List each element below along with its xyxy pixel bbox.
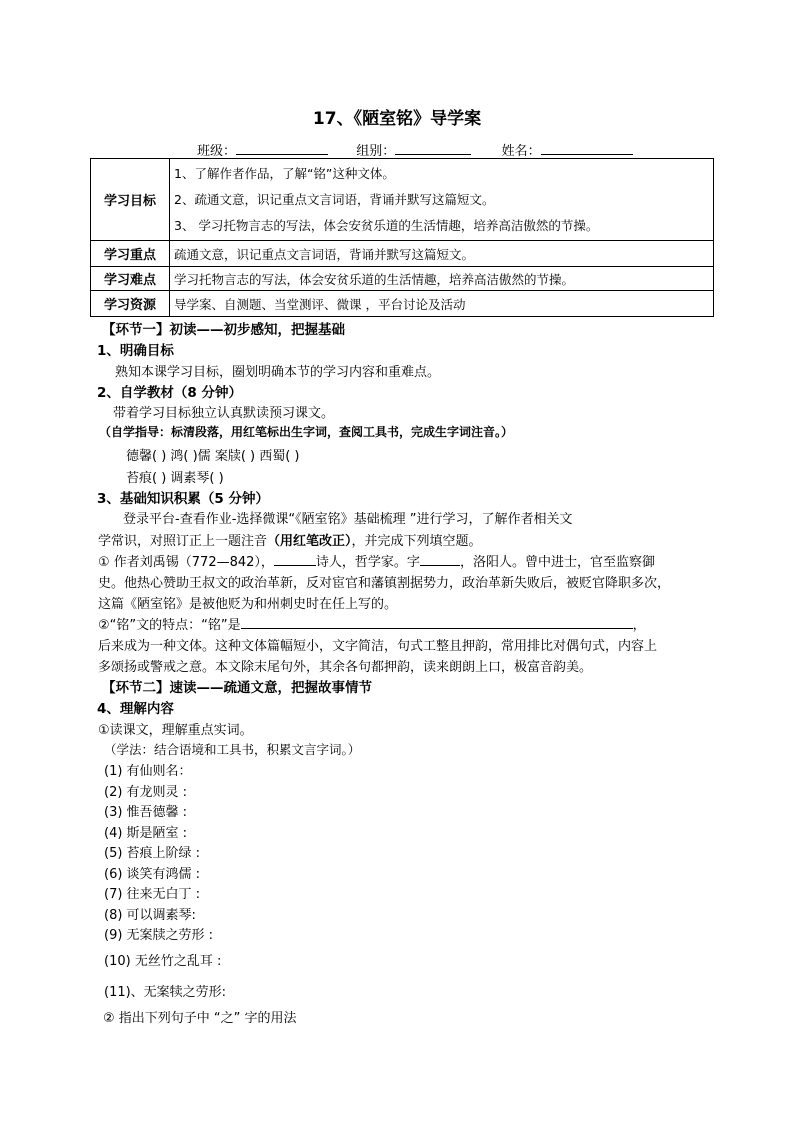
vocab-item: (1) 有仙则名： — [104, 764, 192, 779]
group-field[interactable] — [395, 142, 471, 155]
class-label: 班级： — [197, 144, 237, 159]
step1-text: 熟知本课学习目标，圈划明确本节的学习内容和重难点。 — [115, 365, 441, 380]
difficulty-row — [91, 267, 714, 291]
pinyin-row: 苔痕( ) 调素琴( ) — [126, 471, 224, 486]
vocab-item: (7) 往来无白丁 : — [104, 887, 201, 902]
vocab-item: (5) 苔痕上阶绿 : — [104, 846, 201, 861]
vocab-item: (3) 惟吾德馨 : — [104, 805, 188, 820]
student-info-row — [197, 140, 633, 159]
question-2: ② 指出下列句子中 “之” 字的用法 — [103, 1011, 297, 1026]
resources-cell: 导学案、自测题、当堂测评、微课 ，平台讨论及活动 — [170, 291, 714, 317]
section2-heading: 【环节二】速读——疏通文意，把握故事情节 — [102, 680, 372, 696]
pinyin-row: 德馨( ) 鸿( )儒 案牍( ) 西蜀( ) — [126, 449, 300, 464]
step3-para: 登录平台-查看作业-选择微课“《陋室铭》基础梳理 ”进行学习，了解作者相关文 — [123, 512, 573, 527]
vocab-item: (2) 有龙则灵 : — [104, 785, 188, 800]
author-text: ① 作者刘禹锡（772—842）， — [98, 555, 274, 570]
step3-text: ，并完成下列填空题。 — [351, 534, 482, 549]
self-study-tip: （自学指导：标清段落，用红笔标出生字词，查阅工具书，完成生字词注音。） — [99, 425, 514, 439]
vocab-item: (9) 无案牍之劳形 : — [104, 928, 214, 943]
goal-item: 2、疏通文意，识记重点文言词语，背诵并默写这篇短文。 — [174, 191, 495, 207]
goal-item: 1、了解作者作品，了解“铭”这种文体。 — [174, 165, 395, 181]
vocab-item: (4) 斯是陋室 : — [104, 826, 188, 841]
section1-heading: 【环节一】初读——初步感知，把握基础 — [102, 322, 345, 338]
name-label: 姓名： — [501, 144, 541, 159]
goals-table — [90, 158, 714, 317]
ming-text: 后来成为一种文体。这种文体篇幅短小，文字简洁，句式工整且押韵，常用排比对偶句式，内容上 — [98, 639, 658, 654]
goals-cell — [170, 159, 714, 241]
key-row — [91, 241, 714, 267]
author-text: 史。他热心赞助王叔文的政治革新，反对宦官和藩镇割据势力，政治革新失败后，被贬官降职多次， — [98, 576, 671, 591]
step4-title: 4、理解内容 — [97, 701, 174, 717]
vocab-item: (10) 无丝竹之乱耳 : — [104, 954, 222, 969]
step3-para — [98, 530, 482, 549]
method-tip: （学法：结合语境和工具书，积累文言字词。） — [104, 742, 361, 757]
author-fill-in — [98, 551, 655, 570]
name-field[interactable] — [541, 142, 633, 155]
key-cell: 疏通文意，识记重点文言词语，背诵并默写这篇短文。 — [170, 241, 714, 267]
step3-title: 3、基础知识积累（5 分钟） — [97, 491, 269, 507]
ming-text: ②“铭”文的特点：“铭”是 — [98, 618, 241, 633]
author-text: 诗人，哲学家。字 — [315, 555, 420, 570]
ming-text: 多颂扬或警戒之意。本文除末尾句外，其余各句都押韵，读来朗朗上口，极富音韵美。 — [98, 660, 593, 675]
fill-blank[interactable] — [274, 553, 316, 566]
fill-blank[interactable] — [241, 616, 633, 629]
fill-blank[interactable] — [420, 553, 460, 566]
class-field[interactable] — [236, 142, 328, 155]
ming-text: ， — [632, 618, 646, 633]
vocab-item: (11)、无案犊之劳形: — [104, 985, 227, 1000]
difficulty-cell: 学习托物言志的写法，体会安贫乐道的生活情趣，培养高洁傲然的节操。 — [170, 267, 714, 291]
vocab-item: (8) 可以调素琴: — [104, 908, 196, 923]
goals-row — [91, 159, 714, 241]
author-text: 这篇《陋室铭》是被他贬为和州刺史时在任上写的。 — [98, 597, 398, 612]
difficulty-header: 学习难点 — [91, 267, 170, 291]
step2-title: 2、自学教材（8 分钟） — [97, 385, 242, 401]
step1-title: 1、明确目标 — [97, 343, 174, 359]
ming-fill-in — [98, 614, 646, 633]
goals-header: 学习目标 — [91, 159, 170, 241]
step3-text: 学常识，对照订正上一题注音 — [98, 534, 268, 549]
group-label: 组别： — [356, 144, 396, 159]
red-pen-note: （用红笔改正） — [267, 534, 352, 549]
resources-header: 学习资源 — [91, 291, 170, 317]
resources-row — [91, 291, 714, 317]
question-1: ①读课文，理解重点实词。 — [98, 723, 253, 738]
goal-item: 3、 学习托物言志的写法，体会安贫乐道的生活情趣，培养高洁傲然的节操。 — [174, 217, 599, 233]
vocab-item: (6) 谈笑有鸿儒 : — [104, 867, 201, 882]
page-title: 17、《陋室铭》导学案 — [312, 109, 482, 129]
step2-text: 带着学习目标独立认真默读预习课文。 — [113, 406, 335, 421]
key-header: 学习重点 — [91, 241, 170, 267]
author-text: ，洛阳人。曾中进士，官至监察御 — [459, 555, 655, 570]
